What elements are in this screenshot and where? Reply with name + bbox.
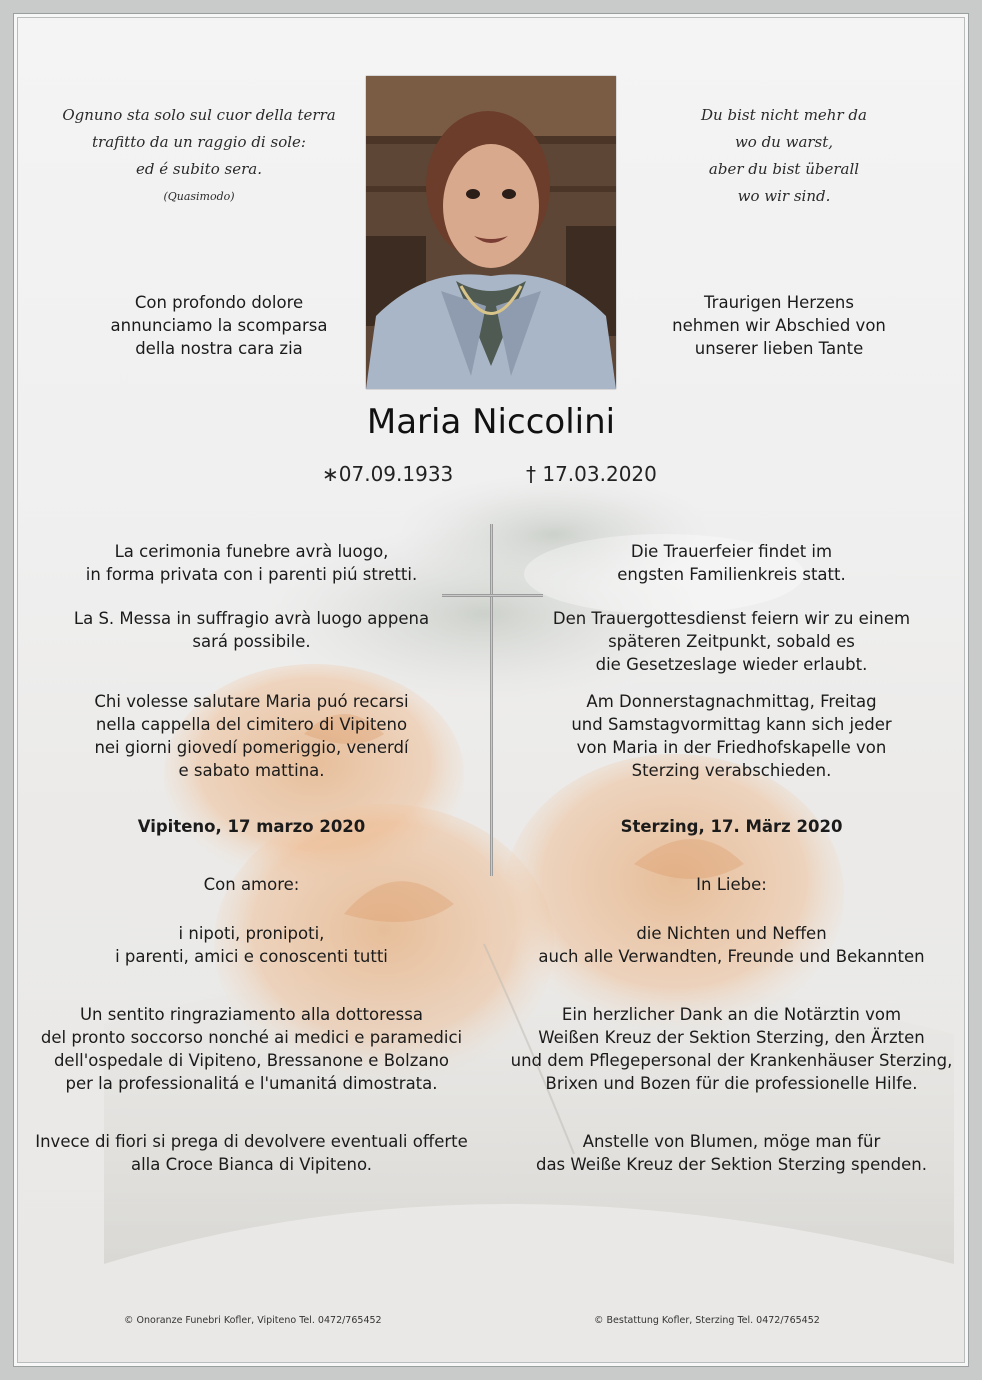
- text-line: späteren Zeitpunkt, sobald es: [608, 632, 855, 651]
- with-love: In Liebe:: [696, 875, 767, 894]
- footer-left-credit: © Onoranze Funebri Kofler, Vipiteno Tel. 0472/765452: [124, 1315, 382, 1326]
- right-announcement: [509, 540, 954, 1176]
- text-line: per la professionalitá e l'umanitá dimostrata.: [65, 1074, 438, 1093]
- text-line: und Samstagvormittag kann sich jeder: [571, 715, 892, 734]
- text-line: das Weiße Kreuz der Sektion Sterzing spenden.: [535, 1155, 928, 1174]
- text-line: Sterzing verabschieden.: [631, 761, 832, 780]
- text-line: nella cappella del cimitero di Vipiteno: [95, 715, 408, 734]
- quote-line: Ognuno sta solo sul cuor della terra: [62, 106, 336, 124]
- text-line: und dem Pflegepersonal der Krankenhäuser Sterzing,: [510, 1051, 953, 1070]
- portrait-photo: [366, 76, 616, 389]
- intro-line: annunciamo la scomparsa: [110, 316, 328, 335]
- quote-line: trafitto da un raggio di sole:: [92, 133, 306, 151]
- text-line: engsten Familienkreis statt.: [617, 565, 846, 584]
- family-line: i parenti, amici e conoscenti tutti: [115, 947, 388, 966]
- intro-line: della nostra cara zia: [135, 339, 303, 358]
- left-announcement: [34, 540, 469, 1176]
- quote-author: (Quasimodo): [163, 190, 235, 203]
- left-quote: [54, 102, 344, 210]
- right-quote: [644, 102, 924, 210]
- text-line: Den Trauergottesdienst feiern wir zu einem: [552, 609, 911, 628]
- cross-icon: [490, 524, 493, 876]
- text-line: e sabato mattina.: [178, 761, 325, 780]
- family-line: die Nichten und Neffen: [636, 924, 827, 943]
- text-line: von Maria in der Friedhofskapelle von: [576, 738, 887, 757]
- text-line: Am Donnerstagnachmittag, Freitag: [586, 692, 877, 711]
- intro-line: unserer lieben Tante: [694, 339, 864, 358]
- text-line: nei giorni giovedí pomeriggio, venerdí: [94, 738, 409, 757]
- left-intro: [74, 291, 364, 360]
- place-date: Vipiteno, 17 marzo 2020: [137, 817, 366, 836]
- text-line: La cerimonia funebre avrà luogo,: [114, 542, 389, 561]
- text-line: in forma privata con i parenti piú stretti.: [85, 565, 418, 584]
- text-line: Die Trauerfeier findet im: [630, 542, 833, 561]
- quote-line: wo wir sind.: [737, 187, 831, 205]
- place-date: Sterzing, 17. März 2020: [620, 817, 843, 836]
- intro-line: Traurigen Herzens: [704, 293, 854, 312]
- quote-line: wo du warst,: [734, 133, 834, 151]
- deceased-name: Maria Niccolini: [366, 402, 616, 442]
- birth-date: ∗07.09.1933: [322, 462, 454, 486]
- text-line: alla Croce Bianca di Vipiteno.: [130, 1155, 373, 1174]
- text-line: Chi volesse salutare Maria puó recarsi: [94, 692, 409, 711]
- quote-line: aber du bist überall: [708, 160, 860, 178]
- with-love: Con amore:: [203, 875, 300, 894]
- text-line: Weißen Kreuz der Sektion Sterzing, den Ärzten: [538, 1028, 925, 1047]
- quote-line: ed é subito sera.: [136, 160, 262, 178]
- text-line: sará possibile.: [192, 632, 311, 651]
- family-line: auch alle Verwandten, Freunde und Bekannten: [538, 947, 925, 966]
- death-date: † 17.03.2020: [526, 462, 657, 486]
- text-line: La S. Messa in suffragio avrà luogo appena: [73, 609, 430, 628]
- intro-line: Con profondo dolore: [134, 293, 304, 312]
- footer-right-credit: © Bestattung Kofler, Sterzing Tel. 0472/765452: [594, 1315, 820, 1326]
- quote-line: Du bist nicht mehr da: [701, 106, 867, 124]
- text-line: Anstelle von Blumen, möge man für: [582, 1132, 881, 1151]
- text-line: del pronto soccorso nonché ai medici e paramedici: [40, 1028, 463, 1047]
- text-line: Un sentito ringraziamento alla dottoressa: [79, 1005, 423, 1024]
- text-line: Brixen und Bozen für die professionelle Hilfe.: [545, 1074, 918, 1093]
- text-line: dell'ospedale di Vipiteno, Bressanone e Bolzano: [53, 1051, 450, 1070]
- text-line: Ein herzlicher Dank an die Notärztin vom: [561, 1005, 902, 1024]
- family-line: i nipoti, pronipoti,: [178, 924, 325, 943]
- obituary-sheet: [13, 13, 969, 1367]
- intro-line: nehmen wir Abschied von: [672, 316, 886, 335]
- right-intro: [634, 291, 924, 360]
- text-line: die Gesetzeslage wieder erlaubt.: [595, 655, 868, 674]
- text-line: Invece di fiori si prega di devolvere eventuali offerte: [35, 1132, 468, 1151]
